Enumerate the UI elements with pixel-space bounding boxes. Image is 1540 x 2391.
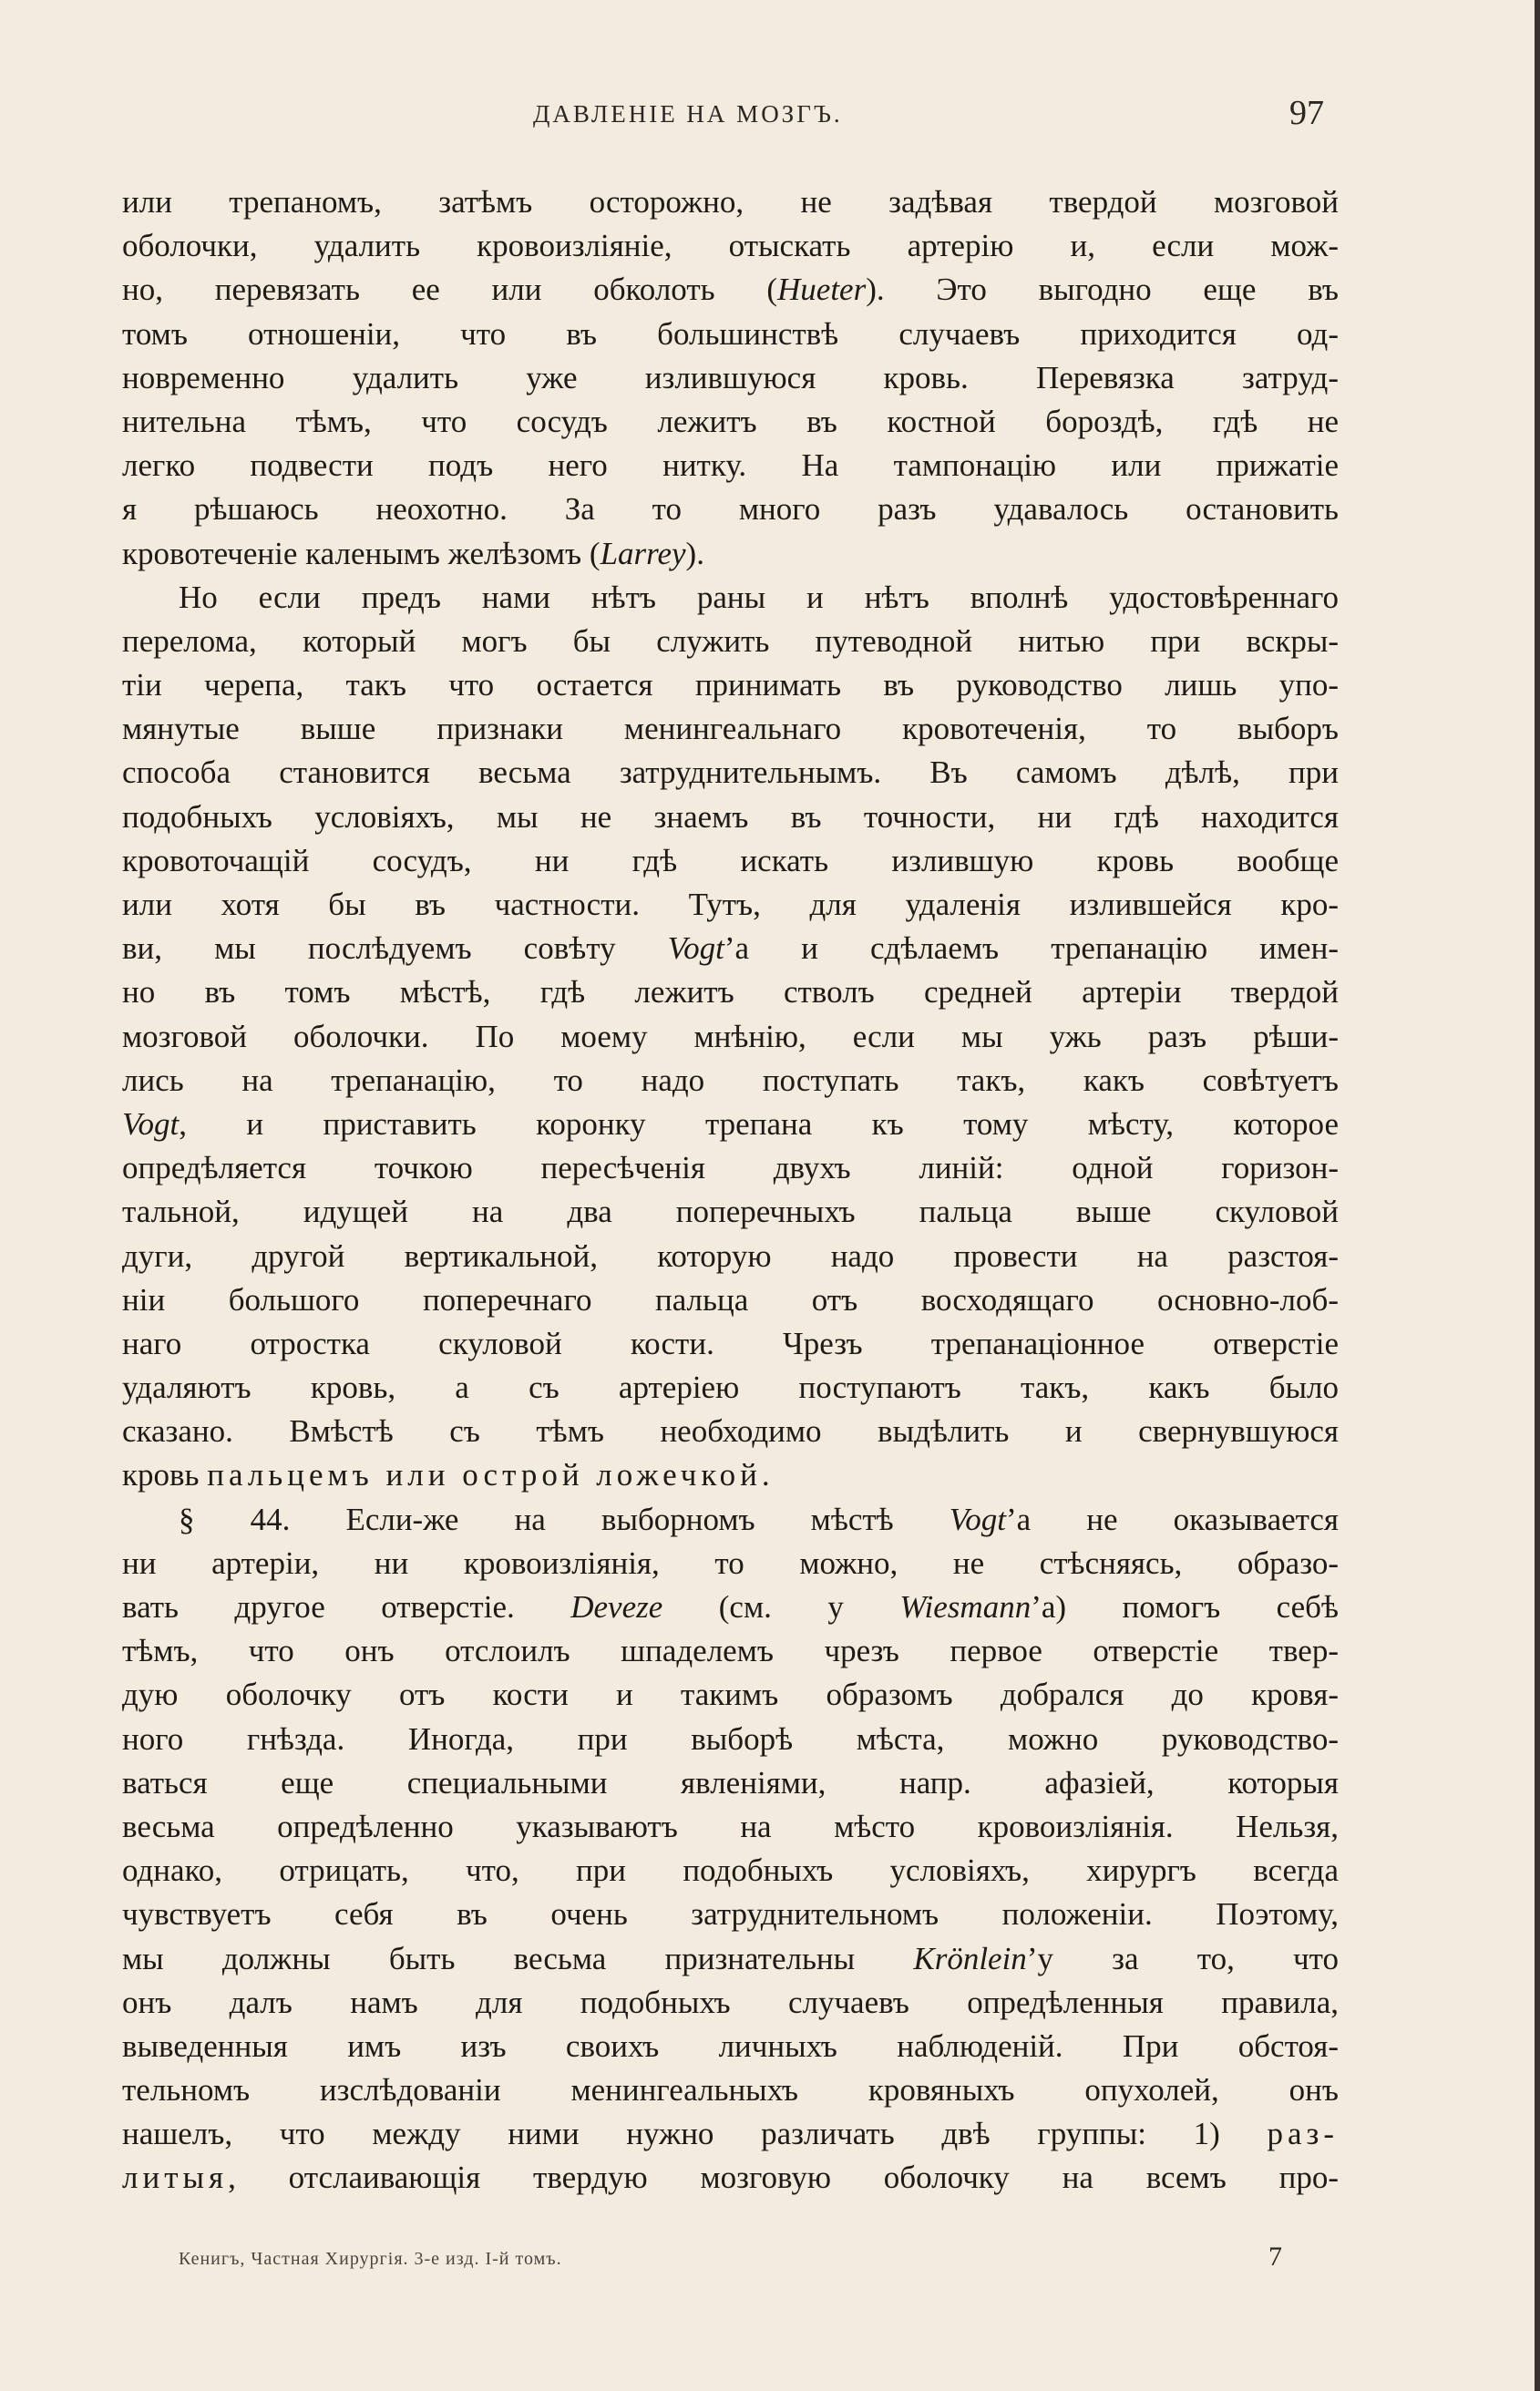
author-name: Vogt [122,1105,180,1142]
text-segment: способа становится весьма затруднительнымъ. Въ самомъ дѣлѣ, при [122,754,1339,791]
text-line [122,1015,1339,1059]
text-segment: мянутые выше признаки менингеальнаго кровотеченія, то выборъ [122,711,1339,747]
text-line [122,1103,1339,1146]
text-segment: легко подвести подъ него нитку. На тампонацію или прижатіе [122,447,1339,484]
text-segment: нительна тѣмъ, что сосудъ лежитъ въ костной бороздѣ, гдѣ не [122,403,1339,439]
body-text [122,180,1339,2201]
text-line [122,883,1339,927]
text-segment: тѣмъ, что онъ отслоилъ шпаделемъ чрезъ первое отверстіе твер- [122,1633,1339,1669]
author-name: Wiesmann [899,1589,1032,1625]
text-line [122,1981,1339,2025]
text-segment: сказано. Вмѣстѣ съ тѣмъ необходимо выдѣлить и свернувшуюся [122,1413,1339,1450]
text-line [122,1893,1339,1936]
text-line [122,224,1339,268]
text-segment: ). Это выгодно еще въ [866,272,1339,308]
author-name: Hueter [777,272,867,308]
text-segment: Но если предъ нами нѣтъ раны и нѣтъ вполнѣ удостовѣреннаго [179,579,1339,615]
text-segment: но, перевязать ее или обколоть ( [122,272,778,308]
text-line [122,1322,1339,1366]
text-segment: тальной, идущей на два поперечныхъ пальца выше скуловой [122,1194,1339,1230]
text-segment: (см. у [662,1589,900,1625]
text-line [122,1673,1339,1717]
text-line [122,1718,1339,1761]
text-segment: , отслаивающія твердую мозговую оболочку на всемъ про- [228,2160,1339,2196]
text-segment: , и приставить коронку трепана къ тому мѣсту, которое [179,1105,1339,1142]
text-line [122,356,1339,400]
text-line [122,970,1339,1014]
text-segment: нашелъ, что между ними нужно различать двѣ группы: 1) [122,2116,1268,2152]
text-segment: наго отростка скуловой кости. Чрезъ трепанаціонное отверстіе [122,1325,1339,1361]
text-segment: дую оболочку отъ кости и такимъ образомъ добрался до кровя- [122,1677,1339,1713]
text-line [122,1410,1339,1453]
page-edge-shadow [1535,0,1540,2391]
text-segment: подобныхъ условіяхъ, мы не знаемъ въ точности, ни гдѣ находится [122,798,1339,835]
text-line [122,2025,1339,2068]
text-segment: ваться еще специальными явленіями, напр. афазіей, которыя [122,1764,1339,1801]
spaced-text: пальцемъ или острой ложечкой [207,1457,762,1493]
text-segment: весьма опредѣленно указываютъ на мѣсто кровоизліянія. Нельзя, [122,1808,1339,1844]
text-segment: ’а) помогъ себѣ [1031,1589,1339,1625]
text-line [122,707,1339,751]
text-segment: тіи черепа, такъ что остается принимать въ руководство лишь упо- [122,667,1339,703]
text-line [122,2156,1339,2200]
text-segment: или трепаномъ, затѣмъ осторожно, не задѣвая твердой мозговой [122,184,1339,220]
text-line [122,1805,1339,1849]
text-line [122,1453,1339,1497]
text-segment: ’у за то, что [1026,1940,1339,1976]
text-line [122,1761,1339,1805]
text-line [122,1278,1339,1322]
text-line [122,313,1339,356]
text-line [122,1059,1339,1103]
text-line [122,444,1339,487]
text-segment: ). [685,535,704,571]
text-segment: кровоточащій сосудъ, ни гдѣ искать излившую кровь вообще [122,842,1339,878]
text-segment: кровь [122,1457,208,1493]
text-line [122,1629,1339,1673]
text-line [122,2112,1339,2156]
text-segment: . [761,1457,770,1493]
text-line [122,268,1339,312]
text-line [122,400,1339,444]
text-line [122,1235,1339,1278]
text-line [122,1585,1339,1629]
text-segment: дуги, другой вертикальной, которую надо провести на разстоя- [122,1237,1339,1274]
text-line [122,1849,1339,1893]
author-name: Larrey [600,535,686,571]
page-number: 97 [1289,94,1324,132]
text-segment: тельномъ изслѣдованіи менингеальныхъ кровяныхъ опухолей, онъ [122,2072,1339,2109]
text-line [122,839,1339,883]
text-segment: мы должны быть весьма признательны [122,1940,914,1976]
text-segment: онъ далъ намъ для подобныхъ случаевъ опредѣленныя правила, [122,1984,1339,2020]
text-line [122,1190,1339,1234]
text-segment: лись на трепанацію, то надо поступать такъ, какъ совѣтуетъ [122,1062,1339,1098]
text-line [122,2068,1339,2112]
text-segment: ’а и сдѣлаемъ трепанацію имен- [724,930,1339,967]
text-segment: ни артеріи, ни кровоизліянія, то можно, не стѣсняясь, образо- [122,1544,1339,1581]
text-line [122,576,1339,620]
text-segment: однако, отрицать, что, при подобныхъ условіяхъ, хирургъ всегда [122,1852,1339,1889]
text-line [122,1937,1339,1981]
text-segment: удаляютъ кровь, а съ артеріею поступаютъ такъ, какъ было [122,1370,1339,1406]
text-segment: чувствуетъ себя въ очень затруднительномъ положеніи. Поэтому, [122,1896,1339,1933]
text-segment: ’а не оказывается [1006,1501,1340,1537]
spaced-text: литыя [122,2160,229,2196]
text-segment: выведенныя имъ изъ своихъ личныхъ наблюденій. При обстоя- [122,2027,1339,2064]
text-line [122,751,1339,795]
text-segment: я рѣшаюсь неохотно. За то много разъ удавалось остановить [122,491,1339,528]
author-name: Vogt [667,930,724,967]
text-segment: или хотя бы въ частности. Тутъ, для удаленія излившейся кро- [122,887,1339,922]
text-segment: ви, мы послѣдуемъ совѣту [122,930,668,967]
text-line [122,1498,1339,1542]
text-segment: § 44. Если-же на выборномъ мѣстѣ [179,1501,950,1537]
text-segment: оболочки, удалить кровоизліяніе, отыскать артерію и, если мож- [122,228,1339,264]
text-segment: но въ томъ мѣстѣ, гдѣ лежитъ стволъ средней артеріи твердой [122,974,1339,1011]
text-line [122,532,1339,576]
text-segment: ніи большого поперечнаго пальца отъ восходящаго основно-лоб- [122,1281,1339,1318]
text-segment: вать другое отверстіе. [122,1589,571,1625]
text-line [122,927,1339,970]
text-segment: перелома, который могъ бы служить путеводной нитью при вскры- [122,622,1339,659]
text-line [122,620,1339,663]
running-head [0,93,1540,139]
text-line [122,1542,1339,1585]
author-name: Krönlein [913,1940,1027,1976]
text-line [122,180,1339,224]
text-segment: мозговой оболочки. По моему мнѣнію, если мы ужь разъ рѣши- [122,1018,1339,1054]
page-footer [0,2242,1540,2278]
text-line [122,663,1339,707]
author-name: Deveze [570,1589,663,1625]
footer-imprint: Кенигъ, Частная Хирургія. 3-е изд. I-й томъ. [179,2249,562,2269]
signature-mark: 7 [1268,2242,1282,2272]
text-line [122,1366,1339,1410]
text-line [122,487,1339,531]
text-segment: ного гнѣзда. Иногда, при выборѣ мѣста, можно руководство- [122,1720,1339,1757]
text-segment: кровотеченіе каленымъ желѣзомъ ( [122,535,601,571]
text-segment: новременно удалить уже излившуюся кровь. Перевязка затруд- [122,359,1339,395]
text-line [122,795,1339,839]
author-name: Vogt [949,1501,1007,1537]
text-segment: опредѣляется точкою пересѣченія двухъ линій: одной горизон- [122,1150,1339,1186]
text-segment: томъ отношеніи, что въ большинствѣ случаевъ приходится од- [122,315,1339,352]
text-line [122,1146,1339,1190]
running-title: ДАВЛЕНІЕ НА МОЗГЪ. [533,100,843,128]
spaced-text: раз- [1267,2116,1339,2152]
